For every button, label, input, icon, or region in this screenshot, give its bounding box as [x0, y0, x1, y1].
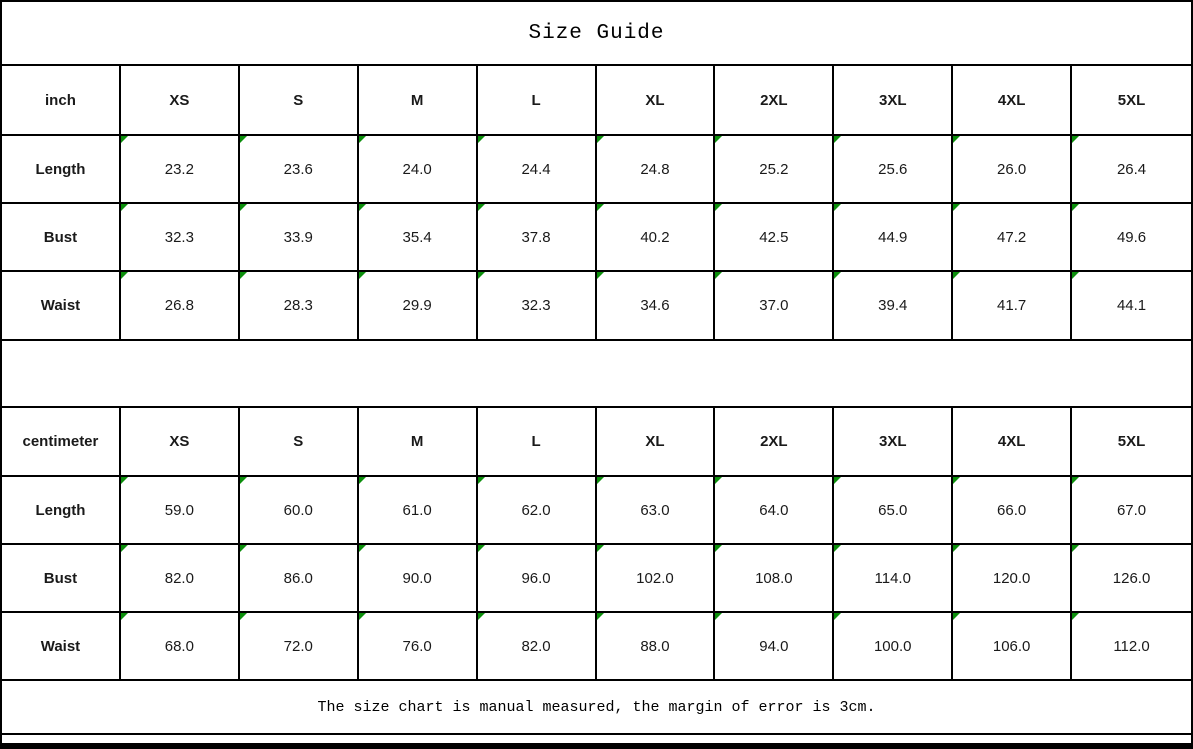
row-label-cell [2, 477, 121, 543]
size-value-cell [597, 545, 716, 611]
note-indicator-icon [953, 136, 960, 143]
table-row [2, 204, 1191, 272]
note-indicator-icon [1072, 477, 1079, 484]
size-value-cell-text: 60.0 [283, 501, 313, 519]
size-value-cell-text: 44.9 [878, 228, 908, 246]
size-value-cell-text: 64.0 [759, 501, 789, 519]
note-indicator-icon [478, 204, 485, 211]
note-indicator-icon [597, 136, 604, 143]
size-value-cell [715, 136, 834, 202]
size-value-cell [834, 136, 953, 202]
size-value-cell-text: 35.4 [402, 228, 432, 246]
size-value-cell [834, 272, 953, 339]
table-row [2, 545, 1191, 613]
size-header-cell-text: XS [169, 91, 190, 109]
note-indicator-icon [834, 613, 841, 620]
note-indicator-icon [834, 272, 841, 279]
size-value-cell-text: 26.0 [997, 160, 1027, 178]
size-header-cell-text: 4XL [997, 433, 1026, 450]
size-value-cell [121, 613, 240, 679]
note-indicator-icon [597, 204, 604, 211]
size-header-cell-text: L [531, 433, 541, 450]
note-indicator-icon [478, 545, 485, 552]
size-value-cell-text: 44.1 [1116, 297, 1147, 314]
note-indicator-icon [715, 136, 722, 143]
size-header-cell-text: 4XL [997, 91, 1026, 109]
centimeter-size-table [2, 408, 1191, 681]
note-indicator-icon [953, 477, 960, 484]
size-value-cell [478, 204, 597, 270]
size-value-cell [359, 204, 478, 270]
note-indicator-icon [359, 613, 366, 620]
size-header-cell-text: XL [645, 433, 665, 450]
size-header-cell [715, 408, 834, 475]
size-value-cell-text: 28.3 [283, 297, 313, 314]
size-value-cell [359, 545, 478, 611]
table-row [2, 136, 1191, 204]
size-value-cell-text: 25.2 [759, 160, 789, 178]
size-value-cell [597, 204, 716, 270]
size-value-cell [478, 477, 597, 543]
size-header-cell [715, 66, 834, 134]
size-header-cell-text: 5XL [1117, 91, 1146, 109]
size-header-cell-text: M [410, 91, 424, 109]
size-value-cell-text: 86.0 [283, 569, 313, 587]
unit-label-cell-text: inch [45, 91, 76, 109]
size-value-cell [953, 545, 1072, 611]
size-value-cell-text: 24.0 [402, 160, 432, 178]
size-header-cell [953, 66, 1072, 134]
note-indicator-icon [478, 477, 485, 484]
size-value-cell-text: 42.5 [759, 228, 789, 246]
unit-label-cell [2, 66, 121, 134]
title-row [2, 0, 1191, 66]
note-indicator-icon [121, 613, 128, 620]
note-indicator-icon [953, 613, 960, 620]
note-indicator-icon [121, 204, 128, 211]
size-value-cell-text: 72.0 [283, 637, 313, 655]
size-value-cell-text: 82.0 [521, 637, 551, 655]
size-value-cell [240, 136, 359, 202]
note-indicator-icon [834, 136, 841, 143]
note-indicator-icon [834, 204, 841, 211]
size-value-cell-text: 29.9 [402, 297, 432, 314]
size-header-cell [1072, 66, 1191, 134]
size-value-cell [715, 545, 834, 611]
row-label-cell-text: Waist [40, 297, 81, 314]
size-value-cell-text: 65.0 [878, 501, 908, 519]
footer-note-row [2, 681, 1191, 735]
size-value-cell-text: 40.2 [640, 228, 670, 246]
size-value-cell-text: 63.0 [640, 501, 670, 519]
unit-label-cell [2, 408, 121, 475]
size-header-cell-text: S [293, 433, 304, 450]
note-indicator-icon [597, 613, 604, 620]
note-indicator-icon [121, 136, 128, 143]
size-value-cell-text: 24.4 [521, 160, 551, 178]
size-value-cell-text: 32.3 [164, 228, 194, 246]
size-value-cell-text: 33.9 [283, 228, 313, 246]
note-indicator-icon [715, 545, 722, 552]
note-indicator-icon [121, 272, 128, 279]
size-value-cell [597, 272, 716, 339]
row-label-cell-text: Bust [43, 569, 78, 587]
size-value-cell-text: 66.0 [997, 501, 1027, 519]
size-header-cell-text: 2XL [760, 433, 788, 450]
size-value-cell [478, 272, 597, 339]
size-value-cell [715, 477, 834, 543]
size-value-cell-text: 61.0 [402, 501, 432, 519]
size-value-cell-text: 88.0 [640, 637, 670, 655]
note-indicator-icon [359, 545, 366, 552]
size-value-cell [1072, 136, 1191, 202]
size-value-cell-text: 108.0 [755, 569, 793, 587]
size-value-cell-text: 25.6 [878, 160, 908, 178]
size-value-cell-text: 23.2 [164, 160, 194, 178]
size-value-cell [240, 204, 359, 270]
size-header-cell [1072, 408, 1191, 475]
note-indicator-icon [834, 477, 841, 484]
size-value-cell-text: 106.0 [992, 637, 1031, 655]
size-value-cell [121, 136, 240, 202]
row-label-cell-text: Bust [43, 228, 78, 246]
size-header-cell-text: M [410, 433, 424, 450]
size-value-cell [1072, 204, 1191, 270]
size-value-cell [834, 204, 953, 270]
header-row [2, 408, 1191, 477]
size-value-cell [121, 272, 240, 339]
size-header-cell [121, 408, 240, 475]
note-indicator-icon [597, 477, 604, 484]
size-value-cell [478, 613, 597, 679]
unit-label-cell-text: centimeter [22, 433, 99, 450]
size-value-cell [359, 272, 478, 339]
size-header-cell [359, 408, 478, 475]
size-value-cell [121, 545, 240, 611]
size-value-cell-text: 114.0 [874, 569, 911, 587]
note-indicator-icon [121, 545, 128, 552]
size-header-cell-text: S [293, 91, 304, 109]
row-label-cell [2, 204, 121, 270]
table-row [2, 272, 1191, 341]
size-header-cell [834, 408, 953, 475]
size-header-cell [834, 66, 953, 134]
size-header-cell-text: L [531, 91, 541, 109]
size-value-cell [597, 136, 716, 202]
size-value-cell-text: 24.8 [640, 160, 670, 178]
page-title: Size Guide [528, 21, 665, 45]
note-indicator-icon [1072, 613, 1079, 620]
note-indicator-icon [715, 613, 722, 620]
size-header-cell-text: 5XL [1117, 433, 1146, 450]
row-label-cell [2, 136, 121, 202]
size-value-cell [121, 204, 240, 270]
size-value-cell-text: 59.0 [164, 501, 194, 519]
bottom-black-bar [0, 743, 1193, 749]
size-value-cell-text: 37.0 [759, 297, 789, 314]
note-indicator-icon [953, 204, 960, 211]
row-label-cell-text: Length [35, 160, 86, 178]
size-header-cell-text: 3XL [878, 433, 907, 450]
note-indicator-icon [715, 272, 722, 279]
note-indicator-icon [597, 545, 604, 552]
size-value-cell [1072, 545, 1191, 611]
size-value-cell [715, 272, 834, 339]
size-value-cell-text: 82.0 [164, 569, 194, 587]
size-value-cell-text: 26.4 [1116, 160, 1147, 178]
note-indicator-icon [597, 272, 604, 279]
row-label-cell [2, 613, 121, 679]
size-value-cell-text: 34.6 [640, 297, 670, 314]
note-indicator-icon [240, 136, 247, 143]
note-indicator-icon [953, 545, 960, 552]
note-indicator-icon [715, 477, 722, 484]
size-header-cell [478, 66, 597, 134]
size-value-cell-text: 26.8 [164, 297, 194, 314]
size-value-cell-text: 67.0 [1116, 501, 1147, 519]
size-value-cell [953, 204, 1072, 270]
header-row [2, 66, 1191, 136]
size-value-cell-text: 120.0 [992, 569, 1031, 587]
size-value-cell [478, 545, 597, 611]
size-value-cell [478, 136, 597, 202]
size-header-cell-text: 3XL [878, 91, 907, 109]
size-value-cell [1072, 272, 1191, 339]
size-value-cell-text: 126.0 [1112, 569, 1151, 587]
inch-size-table [2, 66, 1191, 341]
note-indicator-icon [478, 136, 485, 143]
size-header-cell [478, 408, 597, 475]
note-indicator-icon [359, 204, 366, 211]
size-value-cell-text: 37.8 [521, 228, 551, 246]
size-value-cell [240, 477, 359, 543]
size-value-cell-text: 32.3 [521, 297, 551, 314]
size-value-cell [240, 545, 359, 611]
size-header-cell-text: XL [645, 91, 665, 109]
note-indicator-icon [1072, 272, 1079, 279]
size-value-cell [121, 477, 240, 543]
size-value-cell-text: 47.2 [997, 228, 1027, 246]
size-value-cell [834, 477, 953, 543]
size-header-cell [359, 66, 478, 134]
note-indicator-icon [240, 272, 247, 279]
size-value-cell [953, 272, 1072, 339]
table-row [2, 613, 1191, 681]
size-value-cell-text: 100.0 [873, 637, 912, 655]
size-value-cell [953, 477, 1072, 543]
size-header-cell [953, 408, 1072, 475]
row-label-cell [2, 272, 121, 339]
size-value-cell [715, 613, 834, 679]
size-value-cell-text: 39.4 [878, 297, 908, 314]
note-indicator-icon [359, 136, 366, 143]
row-label-cell [2, 545, 121, 611]
row-label-cell-text: Length [35, 501, 86, 519]
size-value-cell-text: 90.0 [402, 569, 432, 587]
size-value-cell-text: 76.0 [402, 637, 432, 655]
size-value-cell-text: 112.0 [1113, 637, 1150, 655]
note-indicator-icon [359, 272, 366, 279]
size-value-cell [1072, 613, 1191, 679]
note-indicator-icon [240, 477, 247, 484]
note-indicator-icon [359, 477, 366, 484]
size-value-cell [240, 272, 359, 339]
size-value-cell [359, 136, 478, 202]
size-value-cell-text: 23.6 [283, 160, 313, 178]
table-row [2, 477, 1191, 545]
note-indicator-icon [834, 545, 841, 552]
note-indicator-icon [715, 204, 722, 211]
size-value-cell [715, 204, 834, 270]
note-indicator-icon [478, 613, 485, 620]
footer-note: The size chart is manual measured, the margin of error is 3cm. [317, 698, 876, 716]
spacer-row [2, 341, 1191, 408]
note-indicator-icon [953, 272, 960, 279]
size-header-cell [240, 408, 359, 475]
size-value-cell-text: 41.7 [997, 297, 1027, 314]
note-indicator-icon [1072, 136, 1079, 143]
size-header-cell [121, 66, 240, 134]
size-header-cell-text: 2XL [760, 91, 788, 109]
bottom-strip [2, 735, 1191, 743]
size-value-cell [953, 613, 1072, 679]
note-indicator-icon [240, 613, 247, 620]
note-indicator-icon [478, 272, 485, 279]
size-header-cell [597, 408, 716, 475]
size-value-cell-text: 96.0 [521, 569, 551, 587]
size-value-cell-text: 102.0 [636, 569, 674, 587]
size-header-cell-text: XS [169, 433, 190, 450]
size-value-cell-text: 49.6 [1116, 228, 1147, 246]
size-value-cell [359, 613, 478, 679]
size-value-cell [953, 136, 1072, 202]
size-value-cell-text: 62.0 [521, 501, 551, 519]
note-indicator-icon [1072, 204, 1079, 211]
size-value-cell [359, 477, 478, 543]
size-value-cell [834, 545, 953, 611]
size-value-cell [597, 477, 716, 543]
note-indicator-icon [240, 204, 247, 211]
size-value-cell [834, 613, 953, 679]
size-value-cell [597, 613, 716, 679]
size-value-cell [240, 613, 359, 679]
note-indicator-icon [240, 545, 247, 552]
size-header-cell [597, 66, 716, 134]
row-label-cell-text: Waist [40, 637, 81, 655]
size-header-cell [240, 66, 359, 134]
size-value-cell [1072, 477, 1191, 543]
note-indicator-icon [121, 477, 128, 484]
note-indicator-icon [1072, 545, 1079, 552]
size-value-cell-text: 68.0 [164, 637, 194, 655]
size-value-cell-text: 94.0 [759, 637, 789, 655]
